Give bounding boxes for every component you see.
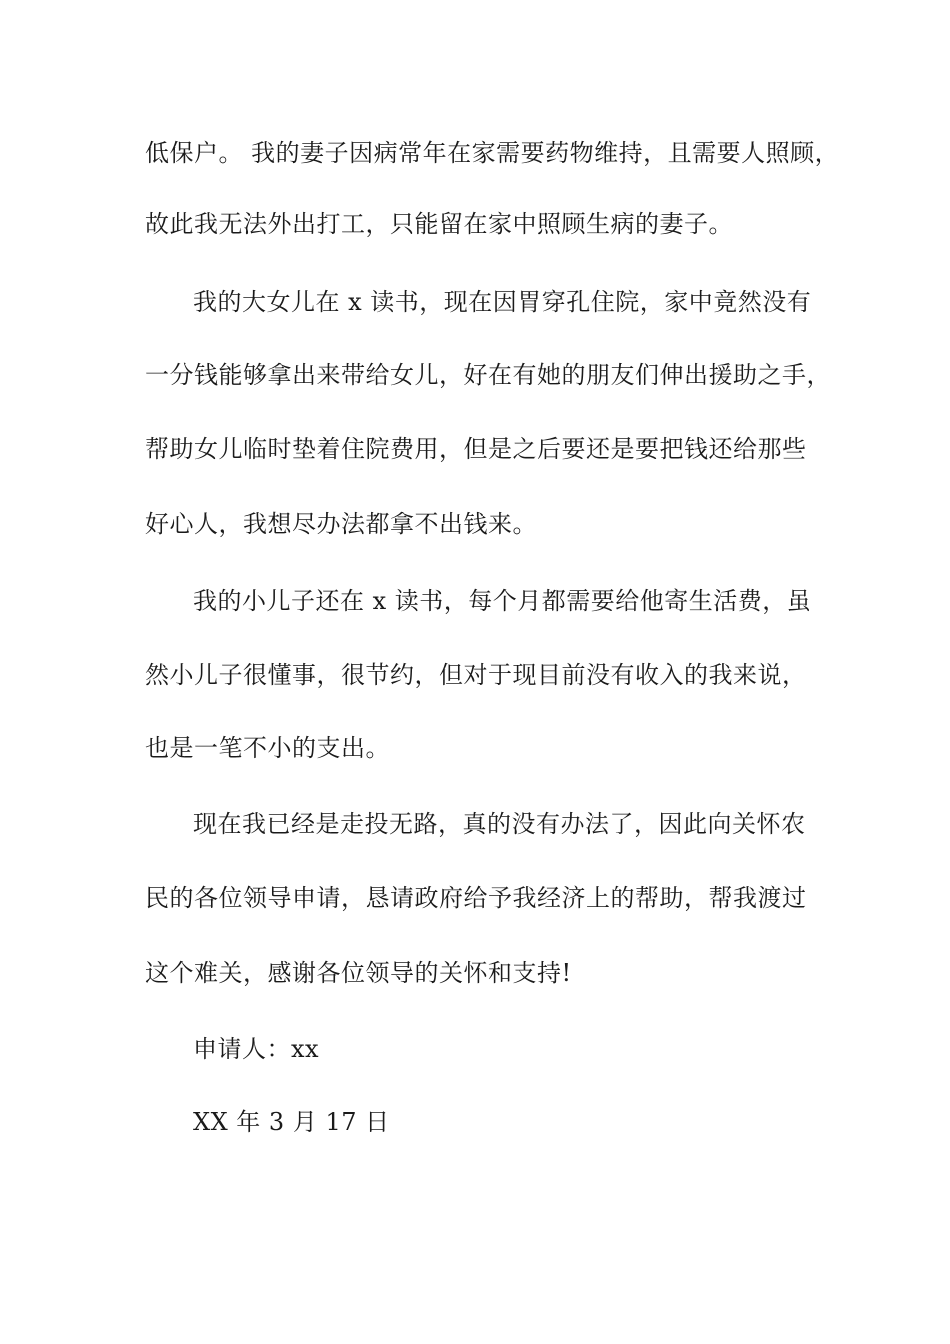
text-line: 好心人，我想尽办法都拿不出钱来。 — [145, 510, 537, 538]
text-line: 帮助女儿临时垫着住院费用，但是之后要还是要把钱还给那些 — [145, 435, 807, 463]
paragraph-start-line: 现在我已经是走投无路，真的没有办法了，因此向关怀农 — [193, 810, 806, 838]
applicant-signature-line: 申请人：xx — [193, 1035, 320, 1063]
text-line: 故此我无法外出打工，只能留在家中照顾生病的妻子。 — [145, 210, 733, 238]
text-line: 一分钱能够拿出来带给女儿，好在有她的朋友们伸出援助之手， — [145, 361, 831, 389]
text-line: 然小儿子很懂事，很节约，但对于现目前没有收入的我来说， — [145, 661, 807, 689]
paragraph-start-line: 我的小儿子还在 x 读书，每个月都需要给他寄生活费，虽 — [193, 587, 812, 615]
text-line: 民的各位领导申请，恳请政府给予我经济上的帮助，帮我渡过 — [145, 884, 807, 912]
paragraph-start-line: 我的大女儿在 x 读书，现在因胃穿孔住院，家中竟然没有 — [193, 288, 812, 316]
text-line: 也是一笔不小的支出。 — [145, 734, 390, 762]
text-line: 这个难关，感谢各位领导的关怀和支持! — [145, 959, 572, 987]
date-line: XX 年 3 月 17 日 — [193, 1108, 390, 1136]
text-line: 低保户。 我的妻子因病常年在家需要药物维持，且需要人照顾， — [145, 139, 840, 167]
